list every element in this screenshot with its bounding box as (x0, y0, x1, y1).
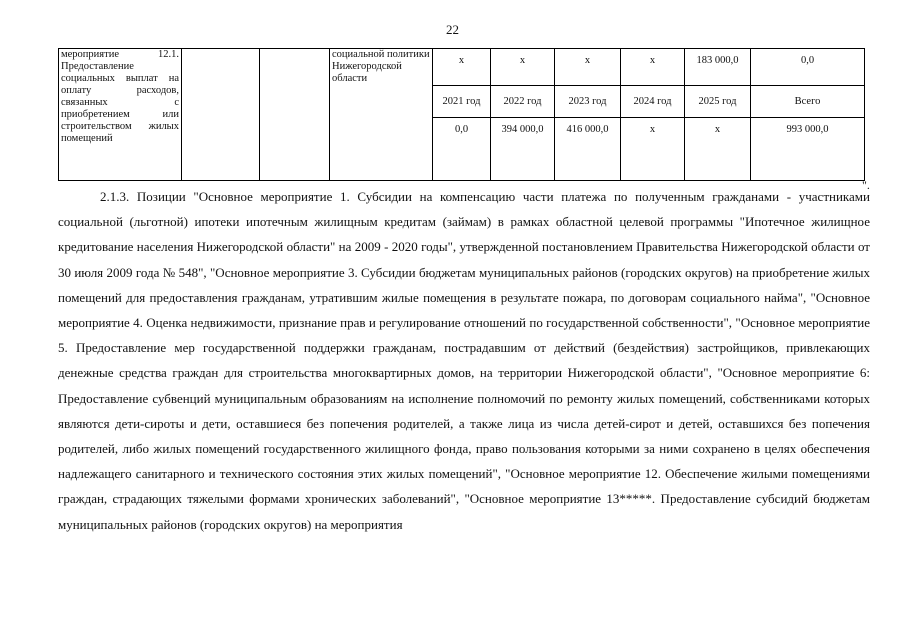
document-body (58, 184, 870, 537)
empty-cell (260, 49, 330, 181)
event-description: мероприятие 12.1. Предоставление социальных выплат на оплату расходов, связанных с приобретением или строительством жилых помещений (59, 49, 182, 181)
table-cell: х (491, 49, 555, 86)
table-cell: х (555, 49, 621, 86)
page-number: 22 (446, 22, 459, 37)
table-cell: 0,0 (433, 118, 491, 181)
table-cell: х (621, 118, 685, 181)
closing-quote: ". (862, 178, 870, 192)
table-cell: х (433, 49, 491, 86)
year-header: 2021 год (433, 86, 491, 118)
table-cell: х (621, 49, 685, 86)
financing-table (58, 48, 865, 181)
year-header: 2025 год (685, 86, 751, 118)
total-header: Всего (751, 86, 865, 118)
table-cell: 183 000,0 (685, 49, 751, 86)
year-header: 2022 год (491, 86, 555, 118)
table-cell: 0,0 (751, 49, 865, 86)
table-cell: х (685, 118, 751, 181)
empty-cell (182, 49, 260, 181)
table-cell: 394 000,0 (491, 118, 555, 181)
year-header: 2024 год (621, 86, 685, 118)
responsible-executor: социальной политики Нижегородской области (330, 49, 433, 181)
paragraph: 2.1.3. Позиции "Основное мероприятие 1. Субсидии на компенсацию части платежа по полученным гражданами - участниками социальной (льготной) ипотеки ипотечным жилищным кредитам (займам) в рамках областной целевой программы "Ипотечное жилищное кредитование населения Нижегородской области" на 2009 - 2020 годы", утвержденной постановлением Правительства Нижегородской области от 30 июля 2009 года № 548", "Основное мероприятие 3. Субсидии бюджетам муниципальных районов (городских округов) на приобретение жилых помещений для предоставления гражданам, утратившим жилые помещения в результате пожара, по договорам социального найма", "Основное мероприятие 4. Оценка недвижимости, признание прав и регулирование отношений по государственной собственности", "Основное мероприятие 5. Предоставление мер государственной поддержки гражданам, пострадавшим от действий (бездействия) застройщиков, привлекающих денежные средства граждан для строительства многоквартирных домов, на территории Нижегородской области", "Основное мероприятие 6: Предоставление субвенций муниципальным образованиям на исполнение полномочий по ремонту жилых помещений, собственниками которых являются дети-сироты и дети, оставшиеся без попечения родителей, а также лица из числа детей-сирот и детей, оставшихся без попечения родителей, либо жилых помещений государственного жилищного фонда, право пользования которыми за ними сохранено в целях обеспечения надлежащего санитарного и технического состояния этих жилых помещений", "Основное мероприятие 12. Обеспечение жилыми помещениями граждан, страдающих тяжелыми формами хронических заболеваний", "Основное мероприятие 13*****. Предоставление субсидий бюджетам муниципальных районов (городских округов) на мероприятия (58, 189, 870, 532)
total-cell: 993 000,0 (751, 118, 865, 181)
table-cell: 416 000,0 (555, 118, 621, 181)
table-row (59, 49, 865, 86)
year-header: 2023 год (555, 86, 621, 118)
